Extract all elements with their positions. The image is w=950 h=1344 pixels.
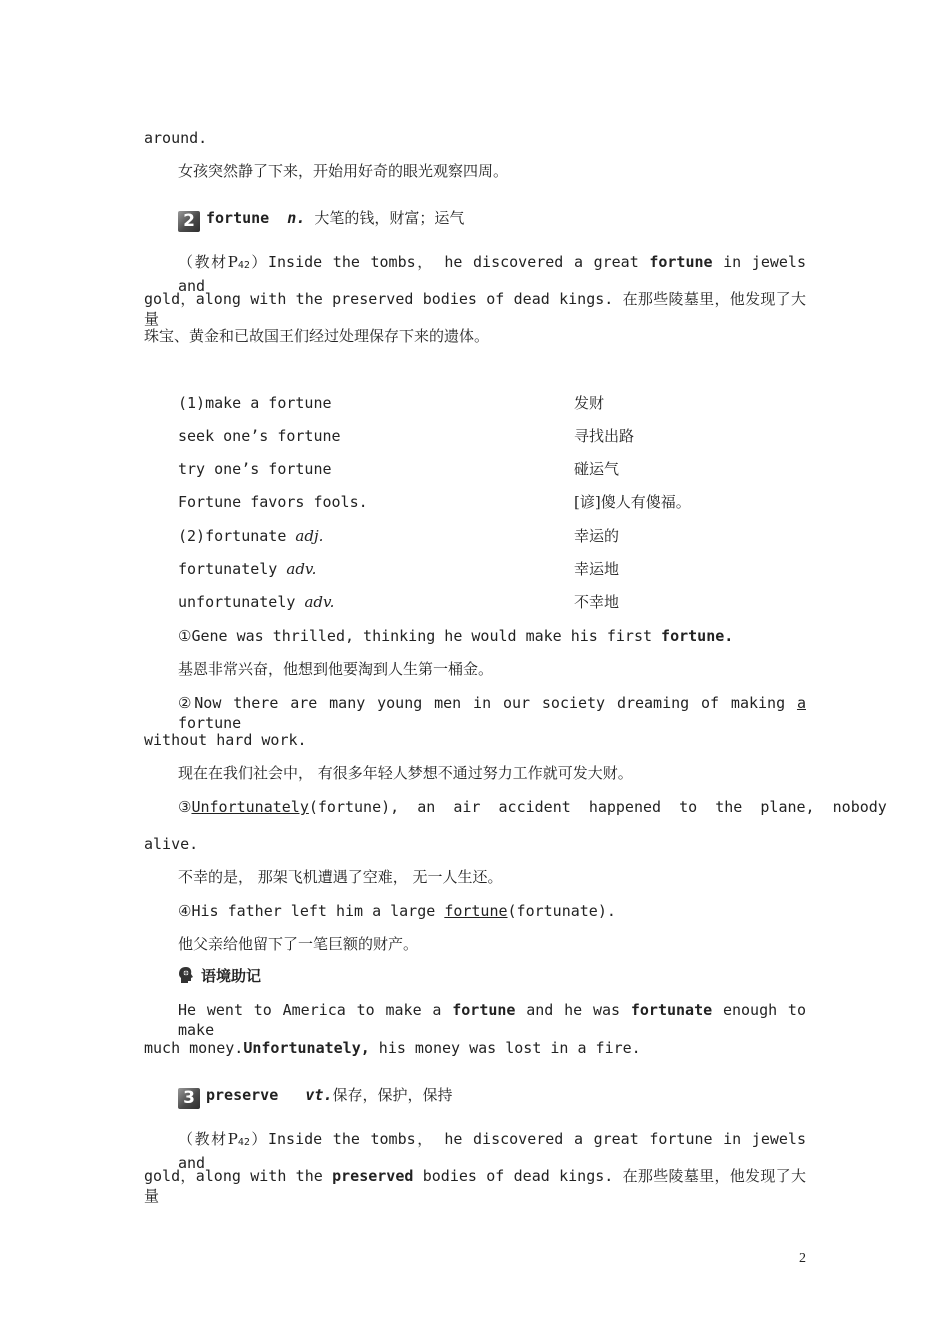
- part-of-speech: vt.: [305, 1086, 333, 1104]
- phrase-meaning: 寻找出路: [574, 427, 635, 445]
- phrase-row: Fortune favors fools.: [178, 493, 368, 511]
- headword: fortune: [206, 209, 270, 227]
- example-sentence-1: ①Gene was thrilled, thinking he would make his first fortune.: [178, 627, 734, 645]
- page-number: 2: [799, 1251, 806, 1266]
- entry-heading-fortune: [178, 208, 464, 232]
- phrase-meaning: [谚]傻人有傻福。: [574, 493, 691, 511]
- answer-blank: fortune: [444, 902, 508, 920]
- entry-number-badge: 3: [178, 1088, 200, 1109]
- example-sentence-2: ②Now there are many young men in our society dreaming of making a fortune: [178, 694, 806, 732]
- memory-aid-heading: 语境助记: [178, 966, 261, 986]
- example-sentence-4: ④His father left him a large fortune(fortunate).: [178, 902, 616, 920]
- phrase-row: seek one’s fortune: [178, 427, 341, 445]
- textbook-example-line1: （教材P42）Inside the tombs， he discovered a great fortune in jewels and: [178, 1130, 806, 1172]
- example-sentence-3: ③Unfortunately(fortune), an air accident happened to the plane, nobody: [178, 798, 887, 816]
- textbook-example-line1: （教材P42）Inside the tombs， he discovered a great fortune in jewels and: [178, 253, 806, 295]
- derivative-meaning: 幸运的: [574, 527, 620, 545]
- entry-number-badge: 2: [178, 211, 200, 232]
- example-sentence-3-cont: alive.: [144, 835, 199, 853]
- headword-meaning: 保存，保护，保持: [332, 1086, 453, 1104]
- keyword-preserved: preserved: [332, 1167, 414, 1185]
- keyword-fortune: fortune: [649, 253, 713, 271]
- derivative-row: (2)fortunate adj.: [178, 527, 324, 545]
- example-translation-4: 他父亲给他留下了一笔巨额的财产。: [178, 935, 419, 953]
- phrase-row: (1)make a fortune: [178, 394, 332, 412]
- answer-blank: a: [796, 694, 806, 712]
- textbook-example-line2: gold，along with the preserved bodies of dead kings. 在那些陵墓里，他发现了大量: [144, 1167, 806, 1205]
- part-of-speech: n.: [287, 209, 306, 227]
- example-translation-2: 现在在我们社会中， 有很多年轻人梦想不通过努力工作就可发大财。: [178, 764, 633, 782]
- textbook-example-line2: gold，along with the preserved bodies of dead kings. 在那些陵墓里，他发现了大量: [144, 290, 806, 328]
- example-translation-1: 基恩非常兴奋，他想到他要淘到人生第一桶金。: [178, 660, 494, 678]
- answer-blank: Unfortunately: [191, 798, 309, 816]
- headword-meaning: 大笔的钱，财富；运气: [314, 209, 465, 227]
- phrase-meaning: 发财: [574, 394, 605, 412]
- derivative-meaning: 不幸地: [574, 593, 620, 611]
- memory-aid-line2: much money.Unfortunately, his money was lost in a fire.: [144, 1039, 641, 1057]
- memory-aid-line1: He went to America to make a fortune and he was fortunate enough to make: [178, 1001, 806, 1039]
- derivative-row: fortunately adv.: [178, 560, 317, 578]
- translation-intro: 女孩突然静了下来，开始用好奇的眼光观察四周。: [178, 162, 509, 180]
- derivative-row: unfortunately adv.: [178, 593, 335, 611]
- phrase-row: try one’s fortune: [178, 460, 332, 478]
- entry-heading-preserve: [178, 1085, 452, 1109]
- text-line-around: around.: [144, 129, 208, 147]
- headword: preserve: [206, 1086, 279, 1104]
- textbook-example-line3: 珠宝、黄金和已故国王们经过处理保存下来的遗体。: [144, 327, 490, 345]
- derivative-meaning: 幸运地: [574, 560, 620, 578]
- phrase-meaning: 碰运气: [574, 460, 620, 478]
- head-brain-icon: [178, 966, 196, 984]
- example-translation-3: 不幸的是， 那架飞机遭遇了空难， 无一人生还。: [178, 868, 503, 886]
- example-sentence-2-cont: without hard work.: [144, 731, 307, 749]
